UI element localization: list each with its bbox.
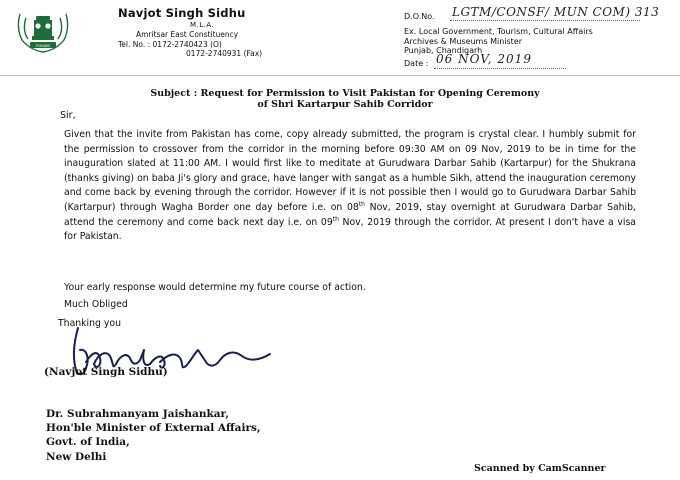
subject-heading xyxy=(90,88,600,110)
body-text: Nov, 2019, stay overnight at Gurudwara Darbar Sahib, attend the ceremony and come back next day i.e. on 09 xyxy=(64,201,636,228)
sender-constituency: Amritsar East Constituency xyxy=(136,30,239,39)
closing-line: Your early response would determine my future course of action. xyxy=(64,282,366,293)
recipient-line: Hon'ble Minister of External Affairs, xyxy=(46,422,261,435)
sender-telephone: Tel. No. : 0172-2740423 (O) xyxy=(118,40,222,49)
scanner-watermark: Scanned by CamScanner xyxy=(474,463,606,474)
recipient-line: Dr. Subrahmanyam Jaishankar, xyxy=(46,408,229,420)
ministry-line: Archives & Museums Minister xyxy=(404,36,522,46)
ministry-line: Punjab, Chandigarh xyxy=(404,46,483,55)
thanking-line: Thanking you xyxy=(58,318,121,329)
recipient-address xyxy=(46,407,261,464)
svg-text:PUNJAB: PUNJAB xyxy=(36,44,50,48)
body-text: Given that the invite from Pakistan has come, copy already submitted, the program is crystal clear. I humbly submit for the permission to crossover from the corridor in the morning before 09:30 AM on 09 Nov, 2019 to be in time for the inauguration slated at 11:00 AM. I would first like to meditate at Gurudwara Darbar Sahib (Kartarpur) for the Shukrana (thanks giving) on baba Ji's glory and grace, have langer with sangat as a humble Sikh, attend the inauguration ceremony and come back by evening through the corridor. However if it is not possible then I would go to Gurudwara Darbar Sahib (Kartarpur) through Wagha Border one day before i.e. on 08 xyxy=(64,129,636,213)
subject-line: Subject : Request for Permission to Visit Pakistan for Opening Ceremony xyxy=(150,88,540,99)
ministry-line: Ex. Local Government, Tourism, Cultural Affairs xyxy=(404,27,593,36)
dono-handwritten-value: LGTM/CONSF/ MUN COM) 313 xyxy=(452,5,660,19)
sender-fax: 0172-2740931 (Fax) xyxy=(186,49,263,58)
date-label: Date : xyxy=(404,59,429,68)
date-handwritten-value: 06 NOV, 2019 xyxy=(436,52,532,66)
recipient-line: New Delhi xyxy=(46,450,107,463)
body-paragraph xyxy=(64,128,636,245)
obliged-line: Much Obliged xyxy=(64,299,128,310)
ordinal-suffix: th xyxy=(332,215,339,223)
date-dotted-line xyxy=(434,68,566,69)
body-text: Nov, 2019 through the corridor. At present I don't have a visa for Pakistan. xyxy=(64,216,636,243)
sender-name: Navjot Singh Sidhu xyxy=(118,6,246,20)
sender-title: M.L.A. xyxy=(190,21,215,29)
signatory-name: (Navjot Singh Sidhu) xyxy=(44,366,168,378)
dono-dotted-line xyxy=(450,20,640,21)
state-emblem-logo xyxy=(12,6,74,56)
recipient-line: Govt. of India, xyxy=(46,436,130,449)
header-divider xyxy=(0,75,680,76)
salutation: Sir, xyxy=(60,110,76,121)
subject-line: of Shri Kartarpur Sahib Corridor xyxy=(257,99,433,110)
ordinal-suffix: th xyxy=(358,200,365,208)
dono-label: D.O.No. xyxy=(404,12,435,21)
